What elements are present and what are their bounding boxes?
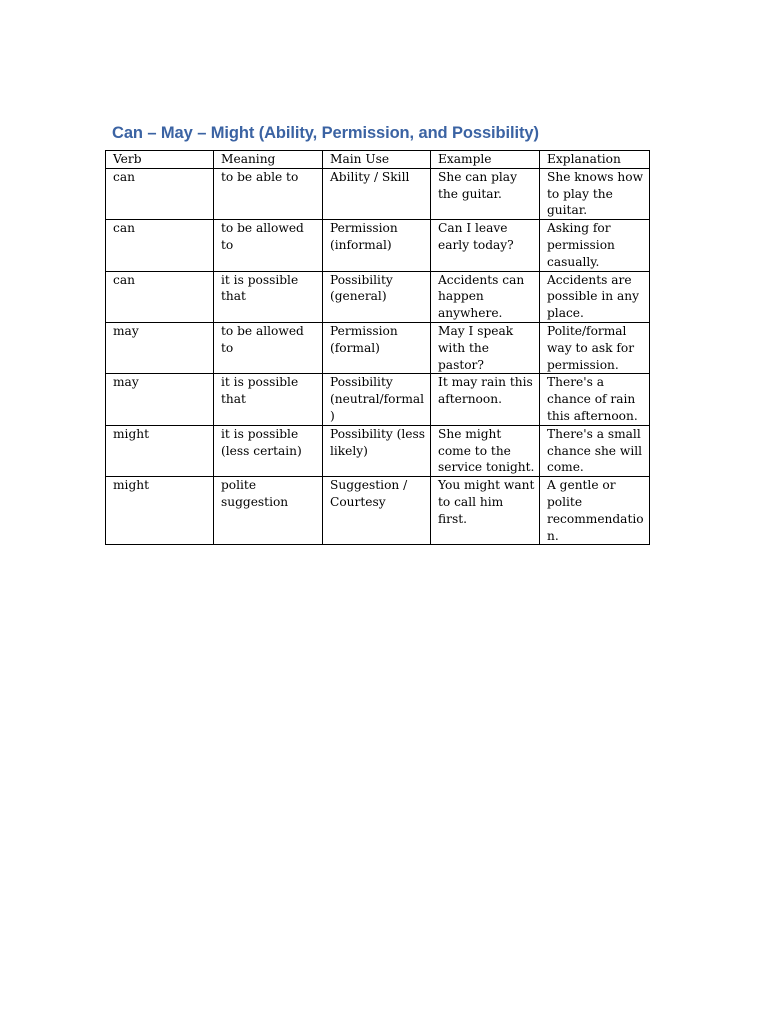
cell-example: Can I leave early today? <box>431 220 540 271</box>
table-header-row <box>106 151 650 169</box>
cell-explanation: Accidents are possible in any place. <box>540 271 650 322</box>
cell-main-use: Possibility (neutral/formal) <box>323 374 431 425</box>
cell-example: She might come to the service tonight. <box>431 425 540 476</box>
document-heading: Can – May – Might (Ability, Permission, and Possibility) <box>112 124 539 142</box>
column-header-explanation: Explanation <box>540 151 650 169</box>
cell-main-use: Possibility (less likely) <box>323 425 431 476</box>
cell-meaning: to be able to <box>214 168 323 219</box>
cell-main-use: Suggestion / Courtesy <box>323 477 431 545</box>
cell-verb: might <box>106 425 214 476</box>
cell-verb: might <box>106 477 214 545</box>
cell-meaning: to be allowed to <box>214 322 323 373</box>
column-header-meaning: Meaning <box>214 151 323 169</box>
cell-example: Accidents can happen anywhere. <box>431 271 540 322</box>
cell-example: It may rain this afternoon. <box>431 374 540 425</box>
cell-meaning: polite suggestion <box>214 477 323 545</box>
cell-explanation: A gentle or polite recommendation. <box>540 477 650 545</box>
cell-meaning: it is possible (less certain) <box>214 425 323 476</box>
cell-verb: can <box>106 220 214 271</box>
cell-verb: can <box>106 271 214 322</box>
column-header-verb: Verb <box>106 151 214 169</box>
cell-example: She can play the guitar. <box>431 168 540 219</box>
table-row <box>106 168 650 219</box>
table-row <box>106 322 650 373</box>
table-row <box>106 271 650 322</box>
table-row <box>106 220 650 271</box>
cell-verb: may <box>106 374 214 425</box>
cell-verb: can <box>106 168 214 219</box>
cell-explanation: Asking for permission casually. <box>540 220 650 271</box>
cell-explanation: Polite/formal way to ask for permission. <box>540 322 650 373</box>
cell-explanation: There's a chance of rain this afternoon. <box>540 374 650 425</box>
cell-example: May I speak with the pastor? <box>431 322 540 373</box>
cell-explanation: There's a small chance she will come. <box>540 425 650 476</box>
cell-example: You might want to call him first. <box>431 477 540 545</box>
cell-verb: may <box>106 322 214 373</box>
cell-main-use: Possibility (general) <box>323 271 431 322</box>
cell-meaning: it is possible that <box>214 374 323 425</box>
table-row <box>106 477 650 545</box>
table-row <box>106 425 650 476</box>
column-header-example: Example <box>431 151 540 169</box>
cell-main-use: Ability / Skill <box>323 168 431 219</box>
cell-meaning: it is possible that <box>214 271 323 322</box>
cell-main-use: Permission (informal) <box>323 220 431 271</box>
cell-meaning: to be allowed to <box>214 220 323 271</box>
cell-explanation: She knows how to play the guitar. <box>540 168 650 219</box>
cell-main-use: Permission (formal) <box>323 322 431 373</box>
modal-verbs-table <box>105 150 650 545</box>
column-header-main-use: Main Use <box>323 151 431 169</box>
table-row <box>106 374 650 425</box>
